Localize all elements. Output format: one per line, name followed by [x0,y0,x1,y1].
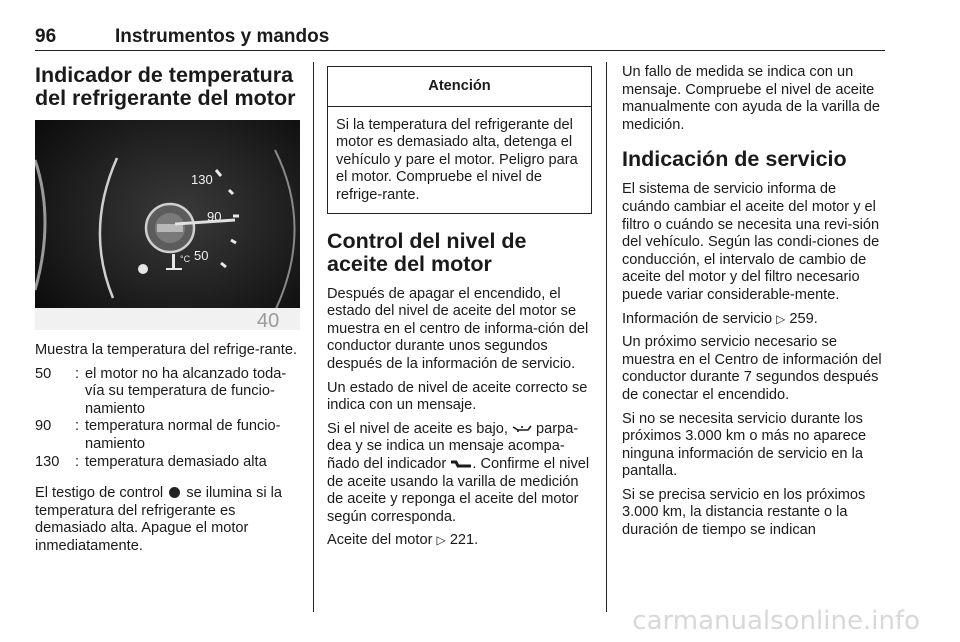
column-3 [622,64,887,546]
gauge-unit: °C [180,254,191,264]
coolant-section-title: Indicador de temperatura del refrigerante del motor [35,63,296,110]
column-divider [606,62,607,612]
attention-title: Atención [328,67,591,107]
watermark: carmanualsonline.info [632,606,920,636]
oil-level-title: Control del nivel de aceite del motor [327,228,527,276]
column-divider [313,62,314,612]
oil-reference: Aceite del motor ▷ 221. [327,532,479,549]
attention-box [327,66,592,214]
service-paragraph-4: Si se precisa servicio en los próximos 3.000 km, la distancia restante o la duración de tiempo se indican [622,486,866,539]
gauge-label-50: 50 [194,248,209,263]
page-reference-link[interactable]: 221. [449,532,479,549]
svg-text:40: 40 [257,310,280,330]
attention-body: Si la temperatura del refrigerante del motor es demasiado alta, detenga el vehículo y pare el motor. Peligro para el motor. Compruebe el nivel de refrige-rante. [336,116,578,203]
page-reference-link[interactable]: 259. [789,310,818,327]
page-header [35,20,885,51]
service-paragraph-2: Un próximo servicio necesario se muestra en el Centro de información del conductor durante 7 segundos después de conectar el encendido. [622,334,882,403]
section-title: Instrumentos y mandos [115,26,330,47]
page-reference-icon: ▷ [776,311,786,326]
service-paragraph-1: El sistema de servicio informa de cuándo cambiar el aceite del motor y el filtro o cuándo se necesita una revi-sión del vehículo. Según las condi-ciones de conducción, el intervalo de cambio de aceite del motor y del filtro necesario puede variar considerable-mente. [622,181,880,303]
service-indicator-title: Indicación de servicio [622,147,847,172]
oil-paragraph-1: Después de apagar el encendido, el estado del nivel de aceite del motor se muestra en el centro de informa-ción del conductor durante unos segundos después de la información de servicio. [327,285,589,372]
column-1 [35,64,300,562]
coolant-gauge-photo [35,120,300,330]
warning-light-icon [138,264,148,274]
warning-light-paragraph: El testigo de control se ilumina si la temperatura del refrigerante es demasiado alta. Apague el motor inmediatamente. [35,485,283,554]
definition-row: 90 : temperatura normal de funcio-namiento [35,418,281,452]
column-2 [327,64,592,556]
definition-row: 50 : el motor no ha alcanzado toda-vía su temperatura de funcio-namiento [35,365,287,417]
coolant-intro: Muestra la temperatura del refrige-rante. [35,342,297,358]
service-reference: Información de servicio ▷ 259. [622,310,818,327]
dipstick-icon [450,458,472,470]
definition-row: 130 : temperatura demasiado alta [35,453,267,470]
gauge-label-90: 90 [207,209,222,224]
oil-paragraph-2: Un estado de nivel de aceite correcto se indica con un mensaje. [327,379,588,414]
page-number: 96 [35,26,57,47]
gauge-label-130: 130 [191,172,213,187]
oil-can-icon [512,424,532,434]
control-light-icon [169,487,180,498]
gauge-definition-list [35,366,300,472]
service-paragraph-3: Si no se necesita servicio durante los próximos 3.000 km o más no aparece ninguna información de servicio en la pantalla. [622,410,867,480]
oil-paragraph-3: Si el nivel de aceite es bajo, parpa-dea y se indica un mensaje acompa-ñado del indicador . Confirme el nivel de aceite usando la varilla de medición de aceite y reponga el aceite del motor según corresponda. [327,420,590,525]
page-reference-icon: ▷ [436,533,446,548]
measurement-error-paragraph: Un fallo de medida se indica con un mensaje. Compruebe el nivel de aceite manualmente con ayuda de la varilla de medición. [622,64,880,133]
